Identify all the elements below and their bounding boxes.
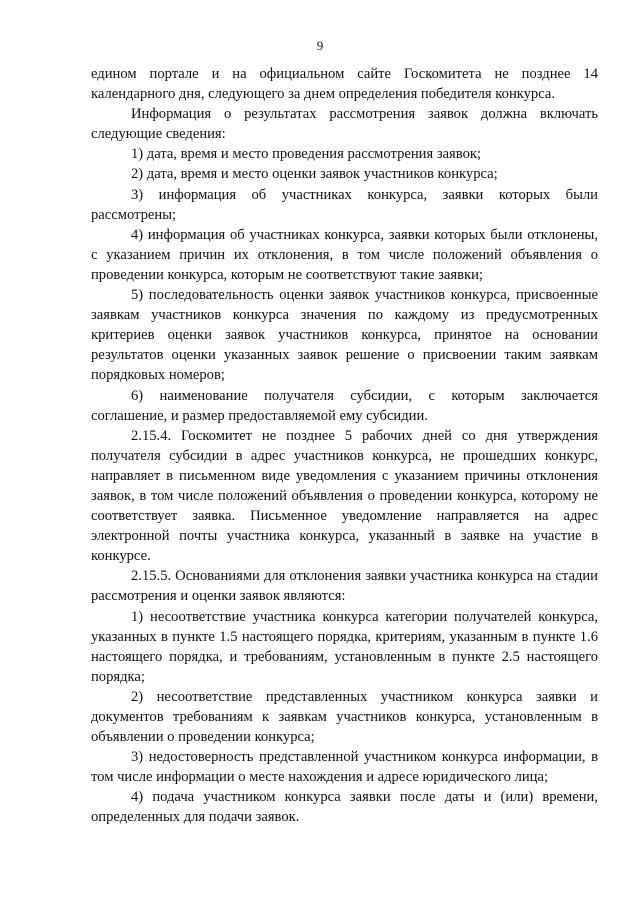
rejection-reason-2: 2) несоответствие представленных участником конкурса заявки и документов требованиям к заявкам участников конкурса, установленным в объявлении о проведении конкурса; (91, 688, 598, 746)
list-item-2: 2) дата, время и место оценки заявок участников конкурса; (131, 166, 498, 183)
rejection-reason-1: 1) несоответствие участника конкурса категории получателей конкурса, указанных в пункте 1.5 настоящего порядка, критериям, указанным в пункте 1.6 настоящего порядка, и требованиям, установленным в пункте 2.5 настоящего порядка; (91, 608, 598, 685)
list-item-3: 3) информация об участниках конкурса, заявки которых были рассмотрены; (91, 186, 598, 223)
paragraph-continuation: едином портале и на официальном сайте Госкомитета не позднее 14 календарного дня, следующего за днем определения победителя конкурса. (91, 66, 598, 103)
page-number: 9 (316, 38, 324, 53)
paragraph-2-15-4: 2.15.4. Госкомитет не позднее 5 рабочих дней со дня утверждения получателя субсидии в адрес участников конкурса, не прошедших конкурс, направляет в письменном виде уведомления с указанием причины отклонения заявок, в том числе положений объявления о проведении конкурса, которому не соответствует заявка. Письменное уведомление направляется на адрес электронной почты участника конкурса, указанный в заявке на участие в конкурсе. (91, 427, 598, 565)
rejection-reason-3: 3) недостоверность представленной участником конкурса информации, в том числе информации о месте нахождения и адресе юридического лица; (91, 749, 598, 786)
list-item-1: 1) дата, время и место проведения рассмотрения заявок; (131, 146, 482, 163)
paragraph-2-15-5: 2.15.5. Основаниями для отклонения заявки участника конкурса на стадии рассмотрения и оценки заявок являются: (91, 568, 598, 605)
rejection-reason-4: 4) подача участником конкурса заявки после даты и (или) времени, определенных для подачи заявок. (91, 789, 598, 826)
list-item-5: 5) последовательность оценки заявок участников конкурса, присвоенные заявкам участников конкурса значения по каждому из предусмотренных критериев оценки заявок участников конкурса, принятое на основании результатов оценки указанных заявок решение о присвоении таким заявкам порядковых номеров; (91, 287, 598, 384)
list-item-4: 4) информация об участниках конкурса, заявки которых были отклонены, с указанием причин их отклонения, в том числе положений объявления о проведении конкурса, которым не соответствуют такие заявки; (91, 226, 598, 283)
document-body (91, 64, 598, 828)
paragraph-results-info-intro: Информация о результатах рассмотрения заявок должна включать следующие сведения: (91, 106, 598, 143)
list-item-6: 6) наименование получателя субсидии, с которым заключается соглашение, и размер предоставляемой ему субсидии. (91, 387, 598, 424)
